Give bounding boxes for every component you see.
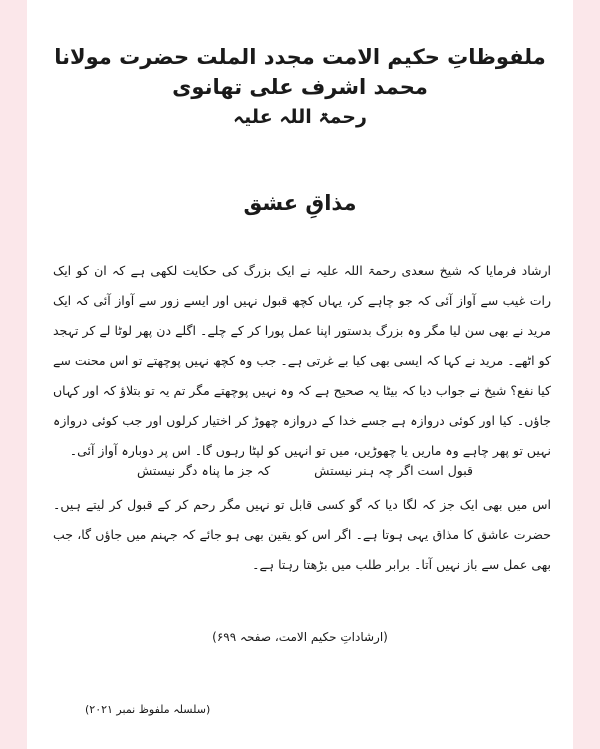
series-number: (سلسلہ ملفوظ نمبر ۲۰۲۱) bbox=[85, 703, 211, 716]
section-heading: مذاقِ عشق bbox=[243, 191, 357, 215]
document-title: ملفوظاتِ حکیم الامت مجدد الملت حضرت مولانا محمد اشرف علی تھانوی bbox=[54, 45, 546, 99]
paragraph-1: ارشاد فرمایا کہ شیخ سعدی رحمۃ اللہ علیہ نے ایک بزرگ کی حکایت لکھی ہے کہ ان کو ایک رات غیب سے آواز آئی کہ جو چاہے کر، یہاں کچھ قبول نہیں اور ایسے زور سے آواز آئی کہ ایک مرید نے بھی سن لیا مگر وہ بزرگ بدستور اپنا عمل پورا کر کے چلے۔ اگلے دن پھر لوٹا لے کر تہجد کو اٹھے۔ مرید نے کہا کہ ایسی بھی کیا بے غرتی ہے۔ جب وہ کچھ نہیں پوچھتے تو اس محنت سے کیا نفع؟ شیخ نے جواب دیا کہ بیٹا یہ صحیح ہے کہ وہ نہیں پوچھتے مگر تم یہ تو بتلاؤ کہ اور کہاں جاؤں۔ کیا اور کوئی دروازہ ہے جسے خدا کے دروازہ چھوڑ کر اختیار کرلوں اور جب کوئی دروازہ نہیں تو پھر چاہے وہ ماریں یا چھوڑیں، میں تو انہیں کو لپٹا رہوں گا۔ اس پر دوبارہ آواز آئی۔ bbox=[53, 263, 551, 458]
couplet-line-1: قبول است اگر چہ ہنر نیستش bbox=[314, 463, 473, 478]
source-reference: (ارشاداتِ حکیم الامت، صفحہ ۶۹۹) bbox=[212, 630, 388, 644]
couplet-line-2: کہ جز ما پناہ دگر نیستش bbox=[137, 463, 271, 478]
paragraph-2: اس میں بھی ایک جز کہ لگا دیا کہ گو کسی قابل تو نہیں مگر رحم کر کے قبول کر لیتے ہیں۔ حضرت عاشق کا مذاق یہی ہوتا ہے۔ اگر اس کو یقین بھی ہو جائے کہ جہنم میں جاؤں گا، جب بھی عمل سے باز نہیں آتا۔ برابر طلب میں بڑھتا رہتا ہے۔ bbox=[53, 497, 551, 572]
document-subtitle: رحمۃ اللہ علیہ bbox=[233, 106, 367, 128]
persian-couplet bbox=[67, 458, 533, 484]
document-page bbox=[27, 0, 573, 749]
